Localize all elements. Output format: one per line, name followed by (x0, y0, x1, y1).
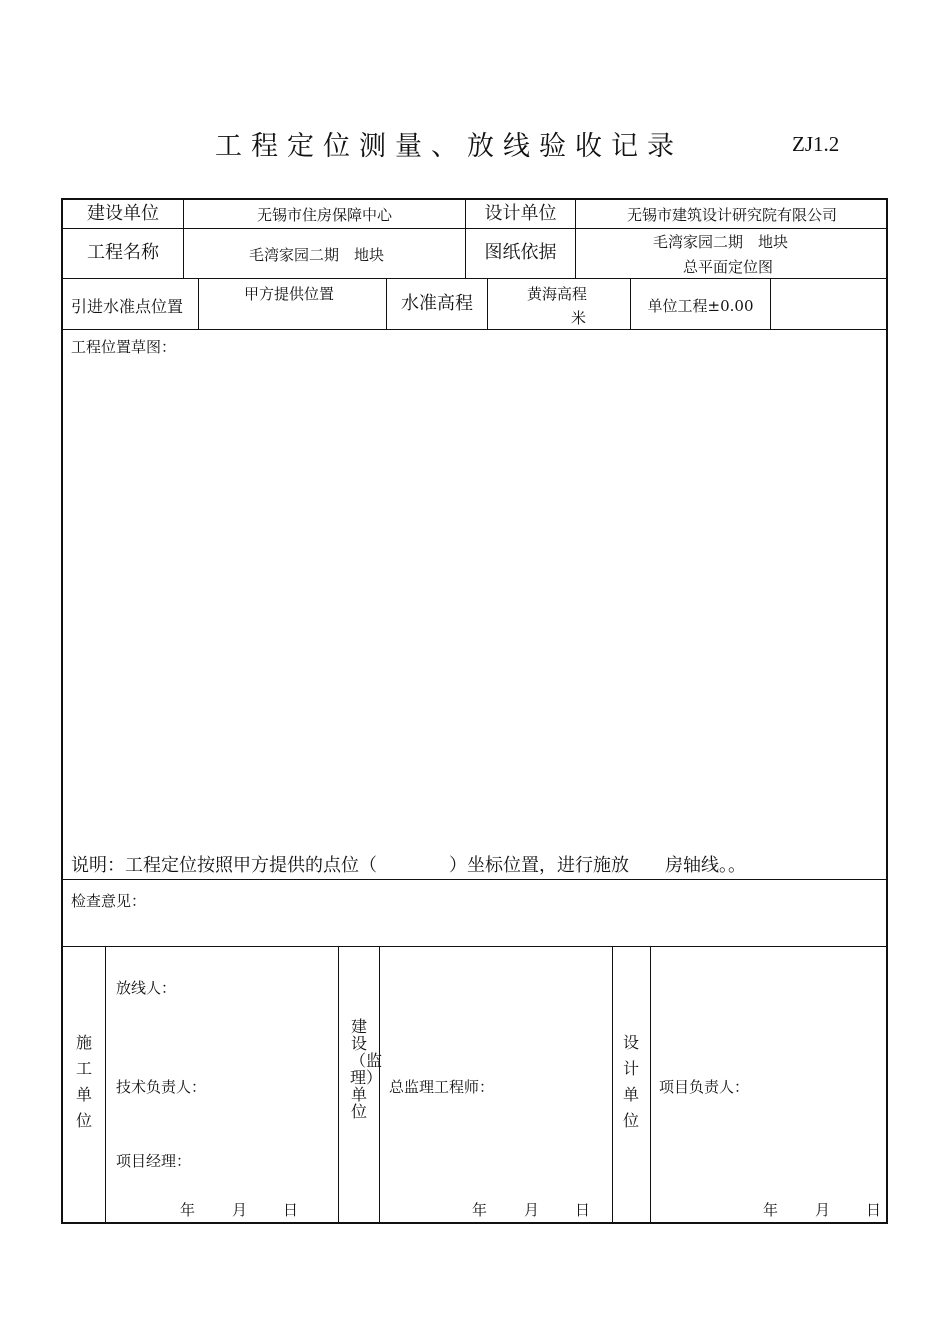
row-divider (63, 946, 888, 947)
date-month: 月 (232, 1201, 248, 1219)
row-divider (63, 228, 888, 229)
sketch-note: 说明：工程定位按照甲方提供的点位（ ）坐标位置，进行施放 房轴线。。 (71, 855, 746, 876)
date-month: 月 (815, 1201, 831, 1219)
row-divider (63, 278, 888, 279)
elevation-value-line2: 米 (571, 309, 587, 327)
row-divider (63, 329, 888, 330)
inspection-label: 检查意见： (71, 892, 147, 910)
elevation-value-line1: 黄海高程 (527, 285, 588, 303)
date-day: 日 (575, 1201, 591, 1219)
col-divider (612, 946, 613, 1224)
tech-lead-label: 技术负责人： (116, 1078, 207, 1096)
date-day: 日 (283, 1201, 299, 1219)
designer-value: 无锡市建筑设计研究院有限公司 (626, 206, 837, 224)
client-label: 建设单位 (87, 203, 159, 224)
sketch-label: 工程位置草图： (71, 338, 177, 356)
record-table (61, 198, 888, 1224)
col-divider (105, 946, 106, 1224)
row-divider (63, 879, 888, 880)
project-label: 工程名称 (87, 242, 159, 263)
elevation-label: 水准高程 (401, 293, 473, 314)
layout-person-label: 放线人： (116, 979, 177, 997)
drawing-value-line1: 毛湾家园二期 地块 (653, 233, 789, 251)
page-title: 工程定位测量、放线验收记录 (215, 131, 683, 162)
col-divider (338, 946, 339, 1224)
date-year: 年 (180, 1201, 196, 1219)
col-divider (650, 946, 651, 1224)
drawing-label: 图纸依据 (484, 242, 557, 263)
project-manager-label: 项目经理： (116, 1152, 192, 1170)
form-code: ZJ1.2 (792, 132, 840, 156)
date-year: 年 (472, 1201, 488, 1219)
benchmark-label: 引进水准点位置 (71, 297, 184, 316)
col-divider (198, 278, 199, 329)
col-divider (487, 278, 488, 329)
design-unit-label: 设计单位 (622, 1033, 639, 1130)
designer-label: 设计单位 (484, 203, 557, 224)
construction-unit-label: 施工单位 (75, 1033, 92, 1130)
benchmark-value: 甲方提供位置 (244, 285, 335, 303)
client-value: 无锡市住房保障中心 (256, 206, 392, 224)
col-divider (770, 278, 771, 329)
project-lead-label: 项目负责人： (659, 1078, 750, 1096)
drawing-value-line2: 总平面定位图 (683, 258, 774, 276)
project-value: 毛湾家园二期 地块 (249, 246, 385, 264)
date-day: 日 (866, 1201, 882, 1219)
supervision-unit-label: 建设（监理）单位 (350, 1017, 383, 1121)
date-year: 年 (763, 1201, 779, 1219)
date-month: 月 (524, 1201, 540, 1219)
chief-supervisor-label: 总监理工程师： (389, 1078, 495, 1096)
unit-zero-label: 单位工程±0.00 (647, 297, 754, 315)
